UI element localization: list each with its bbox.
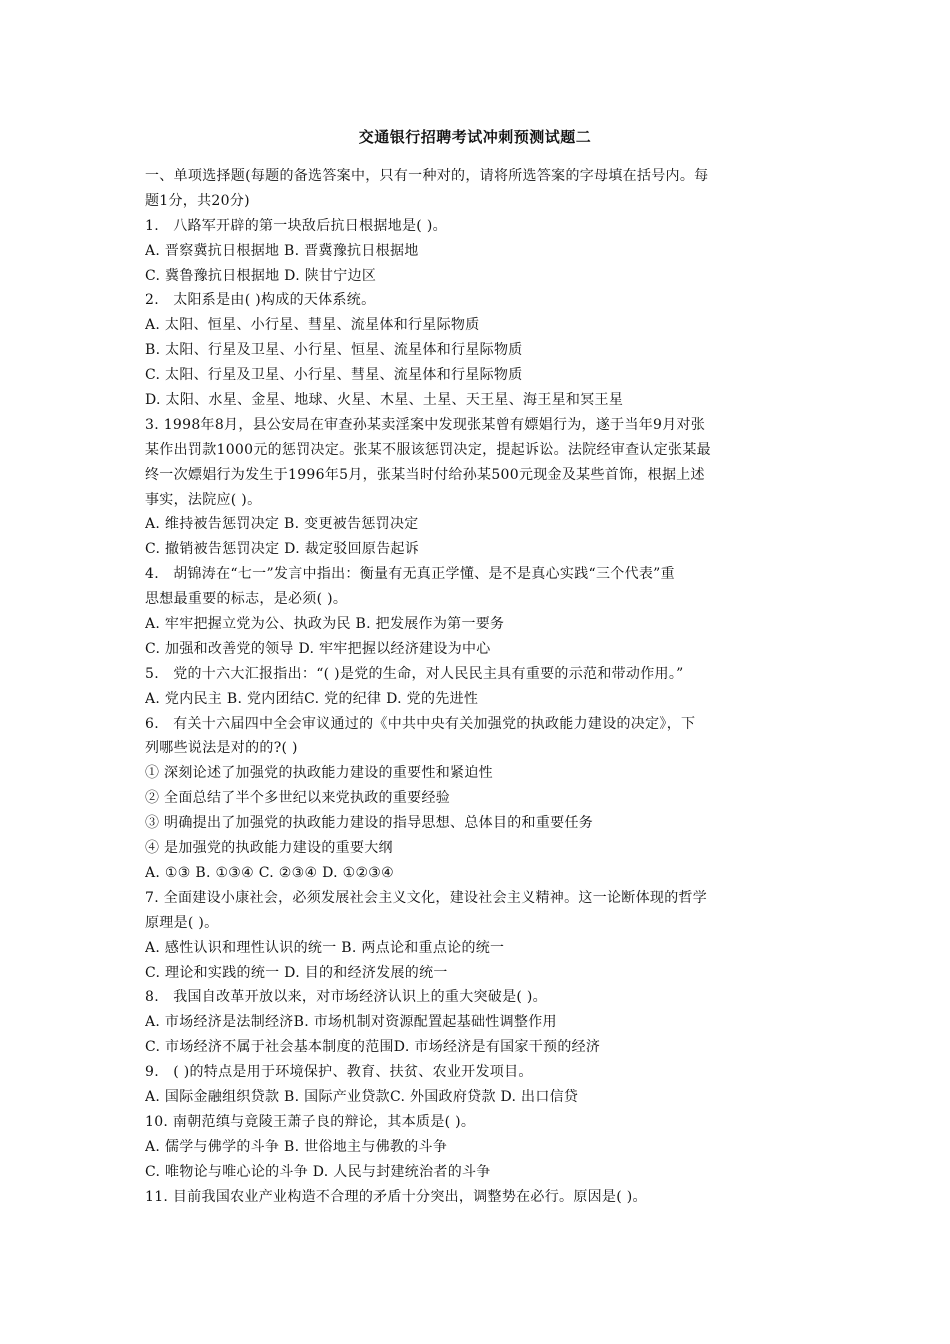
text-line: C. 市场经济不属于社会基本制度的范围D. 市场经济是有国家干预的经济 (145, 1039, 601, 1056)
document-title: 交通银行招聘考试冲刺预测试题二 (358, 128, 592, 146)
text-line: 终一次嫖娼行为发生于1996年5月，张某当时付给孙某500元现金及某些首饰，根据上述 (145, 466, 705, 483)
text-line: 11. 目前我国农业产业构造不合理的矛盾十分突出，调整势在必行。原因是( )。 (145, 1188, 647, 1205)
text-line: C. 加强和改善党的领导 D. 牢牢把握以经济建设为中心 (145, 640, 491, 657)
text-line: A. 儒学与佛学的斗争 B. 世俗地主与佛教的斗争 (145, 1138, 448, 1155)
text-line: A. ①③ B. ①③④ C. ②③④ D. ①②③④ (145, 864, 394, 881)
text-line: A. 太阳、恒星、小行星、彗星、流星体和行星际物质 (145, 317, 480, 334)
text-line: 1. 八路军开辟的第一块敌后抗日根据地是( )。 (145, 217, 447, 234)
text-line: A. 晋察冀抗日根据地 B. 晋冀豫抗日根据地 (145, 242, 419, 259)
text-line: A. 党内民主 B. 党内团结C. 党的纪律 D. 党的先进性 (145, 690, 479, 707)
text-line: A. 感性认识和理性认识的统一 B. 两点论和重点论的统一 (145, 939, 505, 956)
text-line: 2. 太阳系是由( )构成的天体系统。 (145, 292, 376, 309)
text-line: 5. 党的十六大汇报指出：“( )是党的生命，对人民民主具有重要的示范和带动作用。” (145, 665, 684, 682)
text-line: 6. 有关十六届四中全会审议通过的《中共中央有关加强党的执政能力建设的决定》，下 (145, 715, 696, 732)
text-line: ① 深刻论述了加强党的执政能力建设的重要性和紧迫性 (145, 765, 493, 782)
text-line: C. 太阳、行星及卫星、小行星、彗星、流星体和行星际物质 (145, 367, 523, 384)
text-line: C. 理论和实践的统一 D. 目的和经济发展的统一 (145, 964, 448, 981)
text-line: 列哪些说法是对的的?( ) (145, 740, 298, 757)
document-body (145, 164, 805, 1209)
text-line: 8. 我国自改革开放以来，对市场经济认识上的重大突破是( )。 (145, 989, 547, 1006)
text-line: B. 太阳、行星及卫星、小行星、恒星、流星体和行星际物质 (145, 342, 523, 359)
text-line: C. 唯物论与唯心论的斗争 D. 人民与封建统治者的斗争 (145, 1163, 491, 1180)
text-line: 思想最重要的标志，是必须( )。 (145, 591, 348, 608)
text-line: ② 全面总结了半个多世纪以来党执政的重要经验 (145, 790, 451, 807)
text-line: A. 维持被告惩罚决定 B. 变更被告惩罚决定 (145, 516, 419, 533)
text-line: 题1分，共20分) (145, 192, 250, 209)
text-line: C. 撤销被告惩罚决定 D. 裁定驳回原告起诉 (145, 541, 420, 558)
text-line: A. 市场经济是法制经济B. 市场机制对资源配置起基础性调整作用 (145, 1014, 557, 1031)
text-line: 事实，法院应( )。 (145, 491, 262, 508)
text-line: ③ 明确提出了加强党的执政能力建设的指导思想、总体目的和重要任务 (145, 815, 594, 832)
text-line: ④ 是加强党的执政能力建设的重要大纲 (145, 840, 393, 857)
text-line: 3. 1998年8月，县公安局在审查孙某卖淫案中发现张某曾有嫖娼行为，遂于当年9月对张 (145, 416, 706, 433)
text-line: 某作出罚款1000元的惩罚决定。张某不服该惩罚决定，提起诉讼。法院经审查认定张某最 (145, 441, 711, 458)
text-line: 9. ( )的特点是用于环境保护、教育、扶贫、农业开发项目。 (145, 1064, 533, 1081)
text-line: 原理是( )。 (145, 914, 219, 931)
text-line: 4. 胡锦涛在“七一”发言中指出：衡量有无真正学懂、是不是真心实践“三个代表”重 (145, 566, 675, 583)
text-line: D. 太阳、水星、金星、地球、火星、木星、土星、天王星、海王星和冥王星 (145, 392, 624, 409)
text-line: C. 冀鲁豫抗日根据地 D. 陕甘宁边区 (145, 267, 377, 284)
text-line: 一、单项选择题(每题的备选答案中，只有一种对的，请将所选答案的字母填在括号内。每 (145, 168, 709, 184)
text-line: 10. 南朝范缜与竟陵王萧子良的辩论，其本质是( )。 (145, 1113, 476, 1130)
text-line: A. 牢牢把握立党为公、执政为民 B. 把发展作为第一要务 (145, 616, 505, 633)
text-line: A. 国际金融组织贷款 B. 国际产业贷款C. 外国政府贷款 D. 出口信贷 (145, 1088, 579, 1105)
text-line: 7. 全面建设小康社会，必须发展社会主义文化，建设社会主义精神。这一论断体现的哲学 (145, 889, 708, 906)
